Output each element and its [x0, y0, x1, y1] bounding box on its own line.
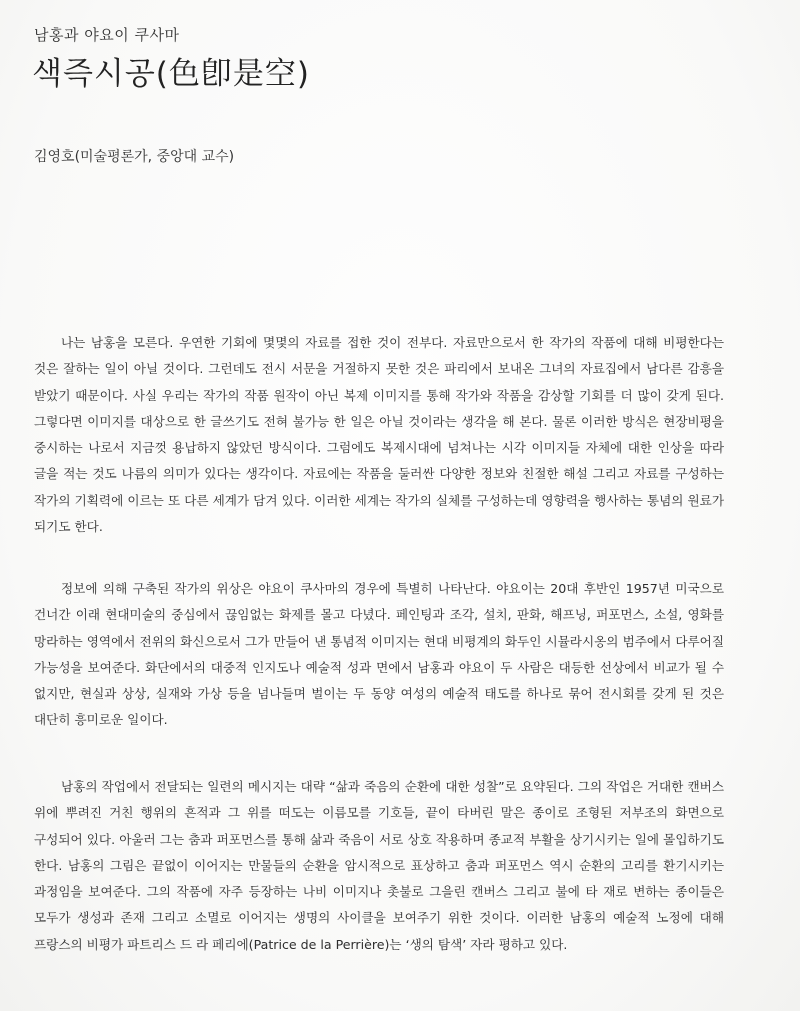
author-byline: 김영호(미술평론가, 중앙대 교수) — [34, 149, 235, 165]
body-paragraph-1: 나는 남홍을 모른다. 우연한 기회에 몇몇의 자료를 접한 것이 전부다. 자료만으로서 한 작가의 작품에 대해 비평한다는 것은 잘하는 일이 아닐 것이다. 그런데도 전시 서문을 거절하지 못한 것은 파리에서 보내온 그녀의 자료집에서 남다른 감흥을 받았기 때문이다. 사실 우리는 작가의 작품 원작이 아닌 복제 이미지를 통해 작가와 작품을 감상할 기회를 더 많이 갖게 된다. 그렇다면 이미지를 대상으로 한 글쓰기도 전혀 불가능 한 일은 아닐 것이라는 생각을 해 본다. 물론 이러한 방식은 현장비평을 중시하는 나로서 지금껏 용납하지 않았던 방식이다. 그럼에도 복제시대에 넘쳐나는 시각 이미지들 자체에 대한 인상을 따라 글을 적는 것도 나름의 의미가 있다는 생각이다. 자료에는 작품을 둘러싼 다양한 정보와 친절한 해설 그리고 자료를 구성하는 작가의 기획력에 이르는 또 다른 세계가 담겨 있다. 이러한 세계는 작가의 실체를 구성하는데 영향력을 행사하는 통념의 원료가 되기도 한다. — [34, 335, 724, 535]
article-title: 색즉시공(色卽是空) — [32, 56, 310, 92]
body-paragraph-3: 남홍의 작업에서 전달되는 일련의 메시지는 대략 “삶과 죽음의 순환에 대한 성찰”로 요약된다. 그의 작업은 거대한 캔버스 위에 뿌려진 거친 행위의 흔적과 그 위를 떠도는 이름모를 기호들, 끝이 타버린 말은 종이로 조형된 저부조의 화면으로 구성되어 있다. 아울러 그는 춤과 퍼포먼스를 통해 삶과 죽음이 서로 상호 작용하며 종교적 부활을 상기시키는 일에 몰입하기도 한다. 남홍의 그림은 끝없이 이어지는 만물들의 순환을 암시적으로 표상하고 춤과 퍼포먼스 역시 순환의 고리를 환기시키는 과정임을 보여준다. 그의 작품에 자주 등장하는 나비 이미지나 촛불로 그을린 캔버스 그리고 불에 타 재로 변하는 종이들은 모두가 생성과 존재 그리고 소멸로 이어지는 생명의 사이클을 보여주기 위한 것이다. 이러한 남홍의 예술적 노정에 대해 프랑스의 비평가 파트리스 드 라 페리에(Patrice de la Perrière)는 ‘생의 탐색’ 자라 평하고 있다. — [34, 779, 724, 952]
article-subtitle: 남홍과 야요이 쿠사마 — [34, 26, 180, 44]
body-paragraph-2: 정보에 의해 구축된 작가의 위상은 야요이 쿠사마의 경우에 특별히 나타난다. 야요이는 20대 후반인 1957년 미국으로 건너간 이래 현대미술의 중심에서 끊임없는 화제를 몰고 다녔다. 페인팅과 조각, 설치, 판화, 해프닝, 퍼포먼스, 소설, 영화를 망라하는 영역에서 전위의 화신으로서 그가 만들어 낸 통념적 이미지는 현대 비평계의 화두인 시뮬라시옹의 범주에서 다루어질 가능성을 보여준다. 화단에서의 대중적 인지도나 예술적 성과 면에서 남홍과 야요이 두 사람은 대등한 선상에서 비교가 될 수 없지만, 현실과 상상, 실재와 가상 등을 넘나들며 벌이는 두 동양 여성의 예술적 태도를 하나로 묶어 전시회를 갖게 된 것은 대단히 흥미로운 일이다. — [34, 581, 724, 728]
